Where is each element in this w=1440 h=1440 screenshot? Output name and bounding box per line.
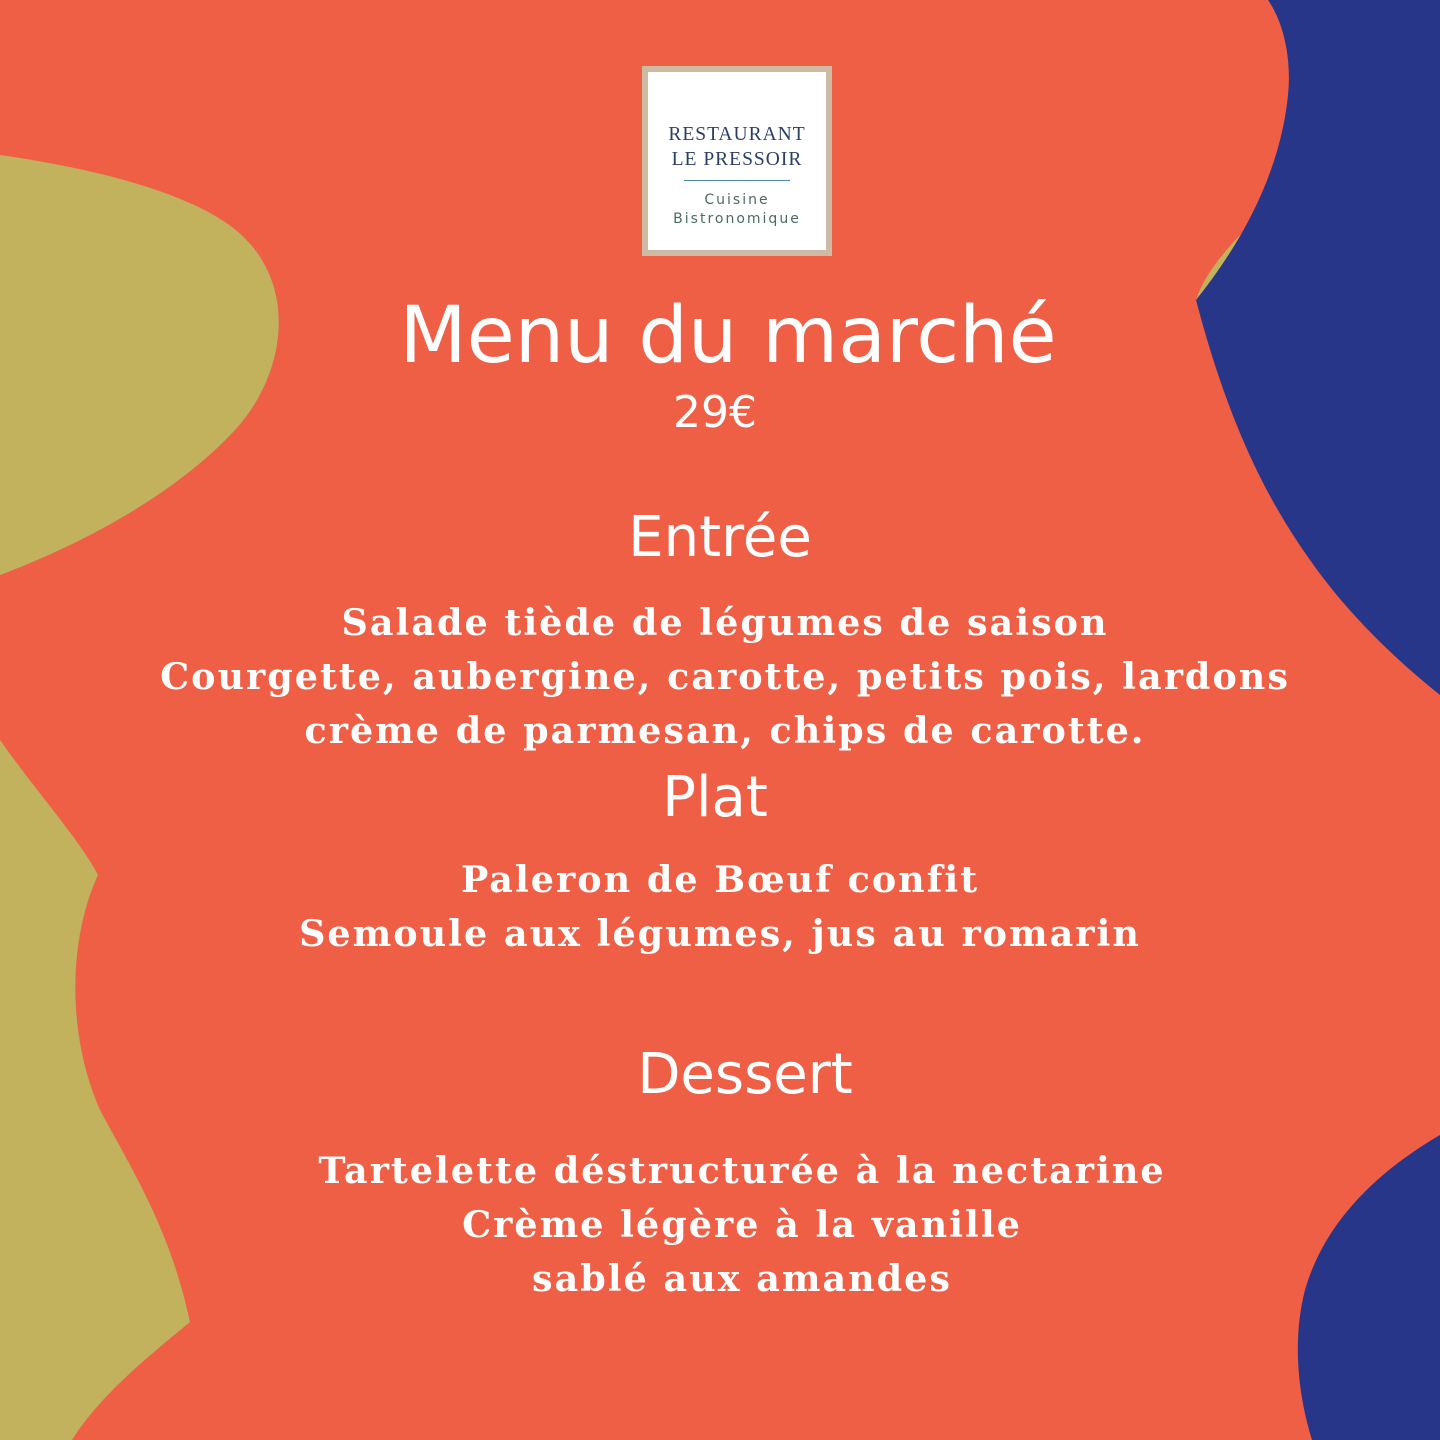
course-dishes-entree <box>5 596 1440 758</box>
dish-line: Salade tiède de légumes de saison <box>341 601 1109 644</box>
dish-line: Crème légère à la vanille <box>462 1203 1022 1246</box>
logo-name-line-2: LE PRESSOIR <box>671 149 803 170</box>
logo-name-line-1: RESTAURANT <box>668 124 806 145</box>
menu-price: 29€ <box>673 387 757 438</box>
logo-subtitle-line-2: Bistronomique <box>673 211 801 227</box>
dish-line: Courgette, aubergine, carotte, petits pois, lardons <box>160 655 1290 698</box>
dish-line: Tartelette déstructurée à la nectarine <box>318 1149 1166 1192</box>
restaurant-logo <box>642 66 832 256</box>
course-title-plat: Plat <box>662 765 768 830</box>
logo-subtitle-line-1: Cuisine <box>704 192 770 208</box>
dish-line: crème de parmesan, chips de carotte. <box>304 709 1146 752</box>
course-title-dessert: Dessert <box>637 1042 853 1107</box>
course-dishes-dessert <box>22 1144 1440 1306</box>
course-dishes-plat <box>0 853 1440 961</box>
logo-divider <box>684 180 790 181</box>
dish-line: sablé aux amandes <box>532 1257 952 1300</box>
menu-title: Menu du marché <box>399 291 1057 381</box>
dish-line: Semoule aux légumes, jus au romarin <box>299 912 1141 955</box>
dish-line: Paleron de Bœuf confit <box>460 858 980 901</box>
course-title-entree: Entrée <box>628 505 812 570</box>
